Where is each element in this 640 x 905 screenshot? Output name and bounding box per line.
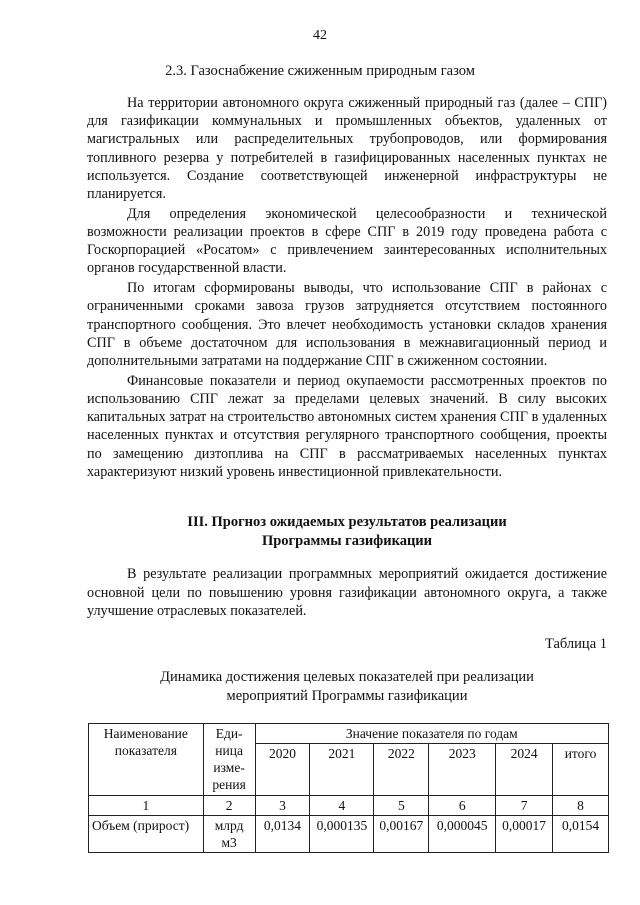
row-value: 0,00167 bbox=[374, 816, 429, 853]
header-year: 2023 bbox=[429, 744, 496, 796]
header-unit: Еди-ница изме-рения bbox=[203, 724, 255, 796]
header-year: 2021 bbox=[310, 744, 374, 796]
column-number: 3 bbox=[255, 796, 310, 816]
row-unit: млрд м3 bbox=[203, 816, 255, 853]
table-row bbox=[89, 816, 609, 853]
column-number: 2 bbox=[203, 796, 255, 816]
chapter-title bbox=[87, 513, 607, 550]
column-number: 6 bbox=[429, 796, 496, 816]
header-year: 2024 bbox=[496, 744, 553, 796]
table-caption-line: мероприятий Программы газификации bbox=[226, 688, 468, 704]
row-value: 0,00017 bbox=[496, 816, 553, 853]
table-caption-line: Динамика достижения целевых показателей при реализации bbox=[160, 669, 534, 685]
row-value: 0,000135 bbox=[310, 816, 374, 853]
column-number: 7 bbox=[496, 796, 553, 816]
table-label: Таблица 1 bbox=[544, 636, 607, 652]
header-total: итого bbox=[553, 744, 609, 796]
paragraph: Для определения экономической целесообразности и технической возможности реализации проектов в сфере СПГ в 2019 году проведена работа с Госкорпорацией «Росатом» с привлечением заинтересованных исполнительных органов государственной власти. bbox=[87, 205, 607, 277]
header-indicator-name: Наименование показателя bbox=[89, 724, 204, 796]
row-indicator-name: Объем (прирост) bbox=[89, 816, 204, 853]
header-values-by-year: Значение показателя по годам bbox=[255, 724, 608, 744]
chapter-title-line: III. Прогноз ожидаемых результатов реализации bbox=[187, 514, 507, 530]
page-number: 42 bbox=[313, 28, 327, 43]
column-number: 1 bbox=[89, 796, 204, 816]
column-number: 5 bbox=[374, 796, 429, 816]
column-numbers-row bbox=[89, 796, 609, 816]
row-total: 0,0154 bbox=[553, 816, 609, 853]
chapter-title-line: Программы газификации bbox=[261, 532, 433, 549]
header-year: 2020 bbox=[255, 744, 310, 796]
result-section bbox=[87, 565, 607, 621]
header-year: 2022 bbox=[374, 744, 429, 796]
indicators-table bbox=[88, 723, 609, 853]
result-paragraph: В результате реализации программных мероприятий ожидается достижение основной цели по повышению уровня газификации автономного округа, а также улучшение отраслевых показателей. bbox=[87, 566, 607, 619]
paragraph: На территории автономного округа сжиженный природный газ (далее – СПГ) для газификации коммунальных и промышленных объектов, удаленных от магистральных или распределительных трубопроводов, или формирования топливного резерва у потребителей в газифицированных населенных пунктах не используется. Создание соответствующей инженерной инфраструктуры не планируется. bbox=[87, 95, 607, 203]
paragraph: Финансовые показатели и период окупаемости рассмотренных проектов по использованию СПГ лежат за пределами целевых значений. В силу высоких капитальных затрат на строительство автономных систем хранения СПГ в удаленных населенных пунктах и отсутствия регулярного транспортного сообщения, проекты по замещению дизтоплива на СПГ в рассматриваемых населенных пунктах характеризуют низкий уровень инвестиционной привлекательности. bbox=[87, 372, 607, 480]
table-caption bbox=[87, 668, 607, 706]
paragraph: По итогам сформированы выводы, что использование СПГ в районах с ограниченными сроками завоза грузов затрудняется отсутствием постоянного транспортного сообщения. Это влечет необходимость установки складов хранения СПГ в объеме достаточном для использования в межнавигационный период и дополнительными затратами на поддержание СПГ в сжиженном состоянии. bbox=[87, 280, 607, 370]
section-body bbox=[87, 94, 607, 483]
section-title: 2.3. Газоснабжение сжиженным природным газом bbox=[165, 63, 475, 79]
column-number: 8 bbox=[553, 796, 609, 816]
row-value: 0,000045 bbox=[429, 816, 496, 853]
row-value: 0,0134 bbox=[255, 816, 310, 853]
column-number: 4 bbox=[310, 796, 374, 816]
